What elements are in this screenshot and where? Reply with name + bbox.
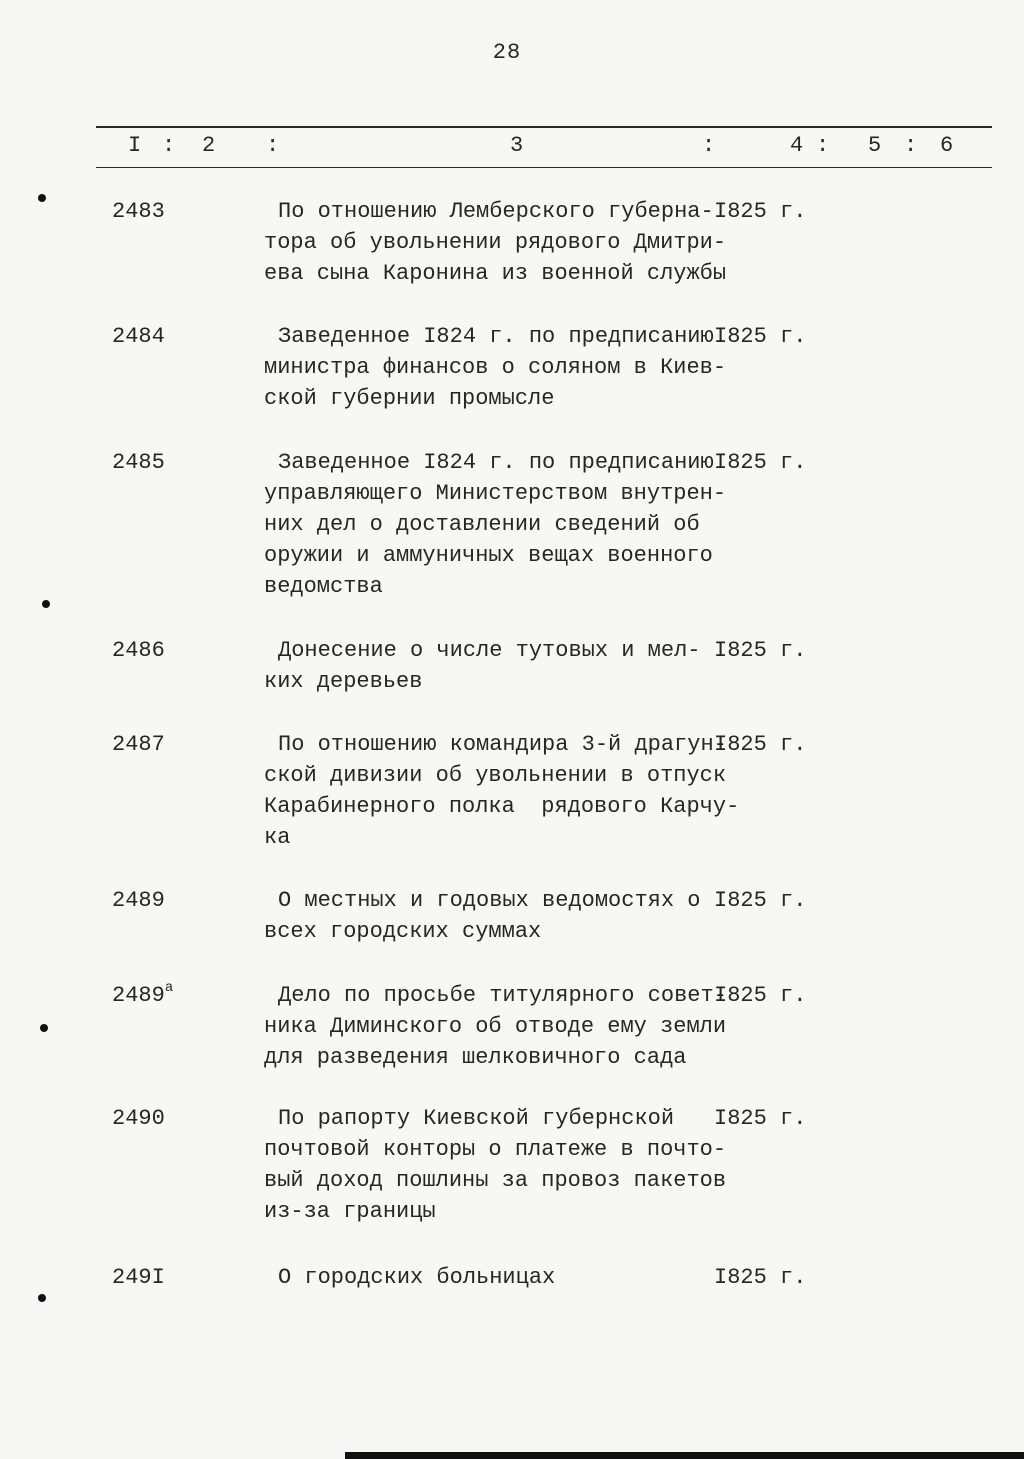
entry-title-line: для разведения шелковичного сада — [264, 1045, 687, 1070]
entry-title-line: министра финансов о соляном в Киев- — [264, 355, 727, 380]
entry-title-line: тора об увольнении рядового Дмитри- — [264, 230, 727, 255]
entry-number — [112, 980, 173, 1011]
entry-title-line: ской дивизии об увольнении в отпуск — [264, 763, 727, 788]
entry-title-line: ка — [264, 825, 291, 850]
entry-title-line: из-за границы — [264, 1199, 436, 1224]
scan-speck — [40, 1024, 48, 1032]
entry-title — [264, 1262, 734, 1293]
entry-date: I825 г. — [714, 888, 807, 913]
entry-title — [264, 321, 734, 414]
scan-edge-shadow — [345, 1452, 1024, 1459]
entry-title-line: ких деревьев — [264, 669, 423, 694]
entry-title-line: вый доход пошлины за провоз пакетов — [264, 1168, 727, 1193]
header-separator: : — [162, 133, 176, 158]
entry-date: I825 г. — [714, 983, 807, 1008]
entry-number: 249I — [112, 1265, 165, 1290]
header-col-2: 2 — [202, 133, 216, 158]
entry-number: 2485 — [112, 450, 165, 475]
scan-speck — [38, 194, 46, 202]
entry-date: I825 г. — [714, 199, 807, 224]
entry-title — [264, 196, 734, 289]
entry-date: I825 г. — [714, 732, 807, 757]
entry-date: I825 г. — [714, 1106, 807, 1131]
header-col-3: 3 — [510, 133, 524, 158]
entry-title-line: Заведенное I824 г. по предписанию — [278, 450, 714, 475]
entry-number: 2484 — [112, 324, 165, 349]
entry-title-line: ева сына Каронина из военной службы — [264, 261, 727, 286]
entry-number-suffix: а — [164, 980, 174, 996]
entry-title-line: ника Диминского об отводе ему земли — [264, 1014, 727, 1039]
entry-date: I825 г. — [714, 324, 807, 349]
entry-title-line: Карабинерного полка рядового Карчу- — [264, 794, 740, 819]
entry-date: I825 г. — [714, 638, 807, 663]
entry-title-line: Донесение о числе тутовых и мел- — [278, 638, 701, 663]
header-col-1: I — [128, 133, 142, 158]
entry-title — [264, 885, 734, 947]
entry-title — [264, 980, 734, 1073]
header-col-6: 6 — [940, 133, 954, 158]
header-separator: : — [816, 133, 830, 158]
entry-title — [264, 1103, 734, 1227]
entry-number: 2487 — [112, 732, 165, 757]
entry-title-line: Заведенное I824 г. по предписанию — [278, 324, 714, 349]
entry-number: 2489 — [112, 888, 165, 913]
scan-speck — [42, 600, 50, 608]
entry-title-line: По отношению Лемберского губерна- — [278, 199, 714, 224]
table-header-top-rule — [96, 126, 992, 128]
header-col-5: 5 — [868, 133, 882, 158]
entry-title-line: всех городских суммах — [264, 919, 542, 944]
entry-title — [264, 447, 734, 602]
entry-title-line: По рапорту Киевской губернской — [278, 1106, 675, 1131]
entry-title — [264, 729, 740, 853]
header-separator: : — [702, 133, 716, 158]
entry-title-line: почтовой конторы о платеже в почто- — [264, 1137, 727, 1162]
entry-title-line: О городских больницах — [278, 1265, 556, 1290]
entry-title-line: них дел о доставлении сведений об — [264, 512, 700, 537]
table-header-bottom-rule — [96, 167, 992, 168]
entry-number: 2483 — [112, 199, 165, 224]
entry-title-line: ведомства — [264, 574, 383, 599]
header-separator: : — [266, 133, 280, 158]
entry-title-line: ской губернии промысле — [264, 386, 555, 411]
entry-number-main: 2489 — [112, 983, 165, 1008]
entry-title-line: О местных и годовых ведомостях о — [278, 888, 701, 913]
entry-title-line: По отношению командира 3-й драгун- — [278, 732, 727, 757]
entry-number: 2486 — [112, 638, 165, 663]
entry-title — [264, 635, 734, 697]
scan-speck — [38, 1294, 46, 1302]
header-separator: : — [904, 133, 918, 158]
entry-number: 2490 — [112, 1106, 165, 1131]
entry-date: I825 г. — [714, 1265, 807, 1290]
header-col-4: 4 — [790, 133, 804, 158]
entry-date: I825 г. — [714, 450, 807, 475]
page-number: 28 — [492, 40, 522, 65]
entry-title-line: оружии и аммуничных вещах военного — [264, 543, 713, 568]
entry-title-line: управляющего Министерством внутрен- — [264, 481, 727, 506]
entry-title-line: Дело по просьбе титулярного совет- — [278, 983, 727, 1008]
